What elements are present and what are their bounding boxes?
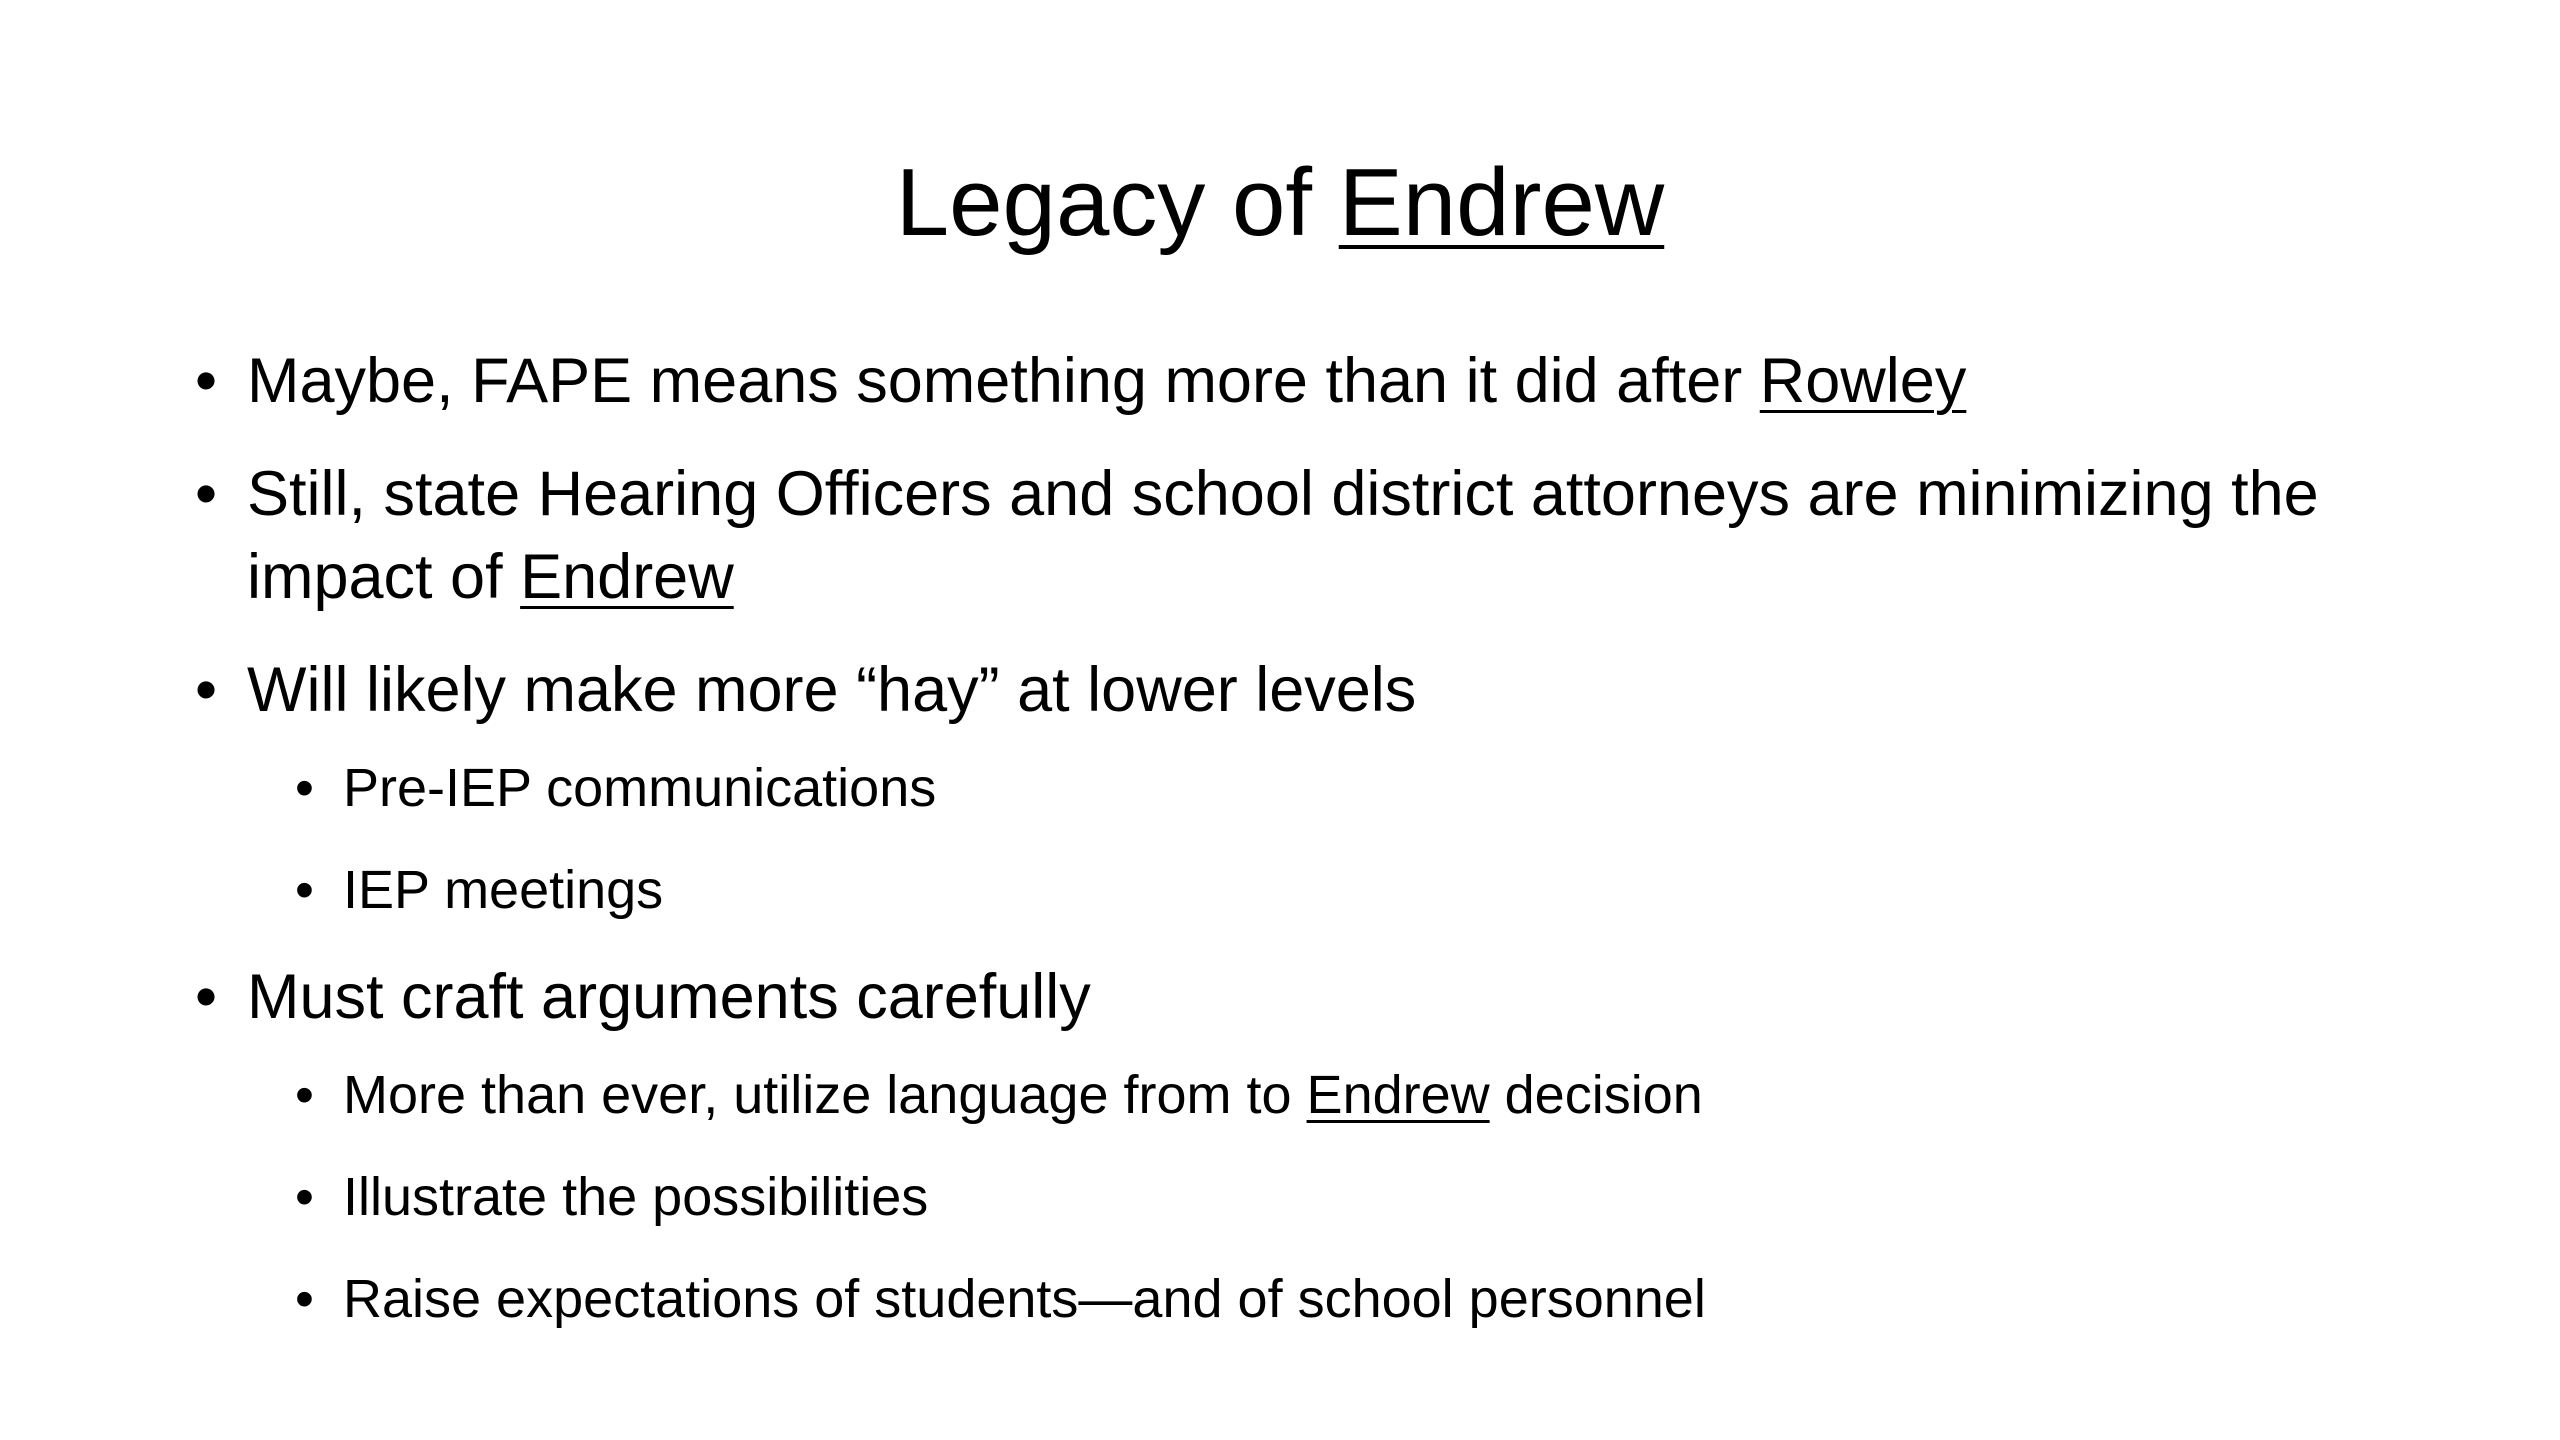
sub-bullet-item: [295, 1263, 2345, 1335]
sub-bullet-text: IEP meetings: [343, 860, 664, 920]
case-name: Endrew: [520, 542, 734, 612]
sub-bullet-text: Raise expectations of students—and of school personnel: [343, 1269, 1706, 1329]
bullet-icon: •: [195, 346, 218, 416]
sub-bullet-list: [247, 752, 2345, 926]
slide-title: [0, 150, 2560, 256]
bullet-text: Still, state Hearing Officers and school district attorneys are minimizing the impact of: [247, 459, 2319, 612]
sub-bullet-item: [295, 1059, 2345, 1131]
sub-bullet-item: [295, 854, 2345, 926]
bullet-text: Maybe, FAPE means something more than it did after: [247, 346, 1760, 416]
bullet-icon: •: [295, 1269, 314, 1329]
sub-bullet-text: Illustrate the possibilities: [343, 1167, 929, 1227]
sub-bullet-text: decision: [1489, 1065, 1703, 1125]
bullet-icon: •: [195, 962, 218, 1032]
bullet-list: [195, 340, 2345, 1365]
bullet-icon: •: [195, 459, 218, 529]
bullet-icon: •: [195, 655, 218, 725]
bullet-icon: •: [295, 1065, 314, 1125]
bullet-item: [195, 340, 2345, 423]
bullet-icon: •: [295, 758, 314, 818]
slide-title-case-name: Endrew: [1338, 149, 1665, 256]
bullet-text: Will likely make more “hay” at lower levels: [247, 655, 1417, 725]
case-name: Endrew: [1306, 1065, 1490, 1125]
bullet-icon: •: [295, 860, 314, 920]
bullet-text: Must craft arguments carefully: [247, 962, 1091, 1032]
bullet-icon: •: [295, 1167, 314, 1227]
case-name: Rowley: [1759, 346, 1967, 416]
sub-bullet-item: [295, 1161, 2345, 1233]
sub-bullet-item: [295, 752, 2345, 824]
sub-bullet-text: Pre-IEP communications: [343, 758, 937, 818]
sub-bullet-text: More than ever, utilize language from to: [343, 1065, 1307, 1125]
slide-title-prefix: Legacy of: [895, 149, 1339, 256]
bullet-item: [195, 956, 2345, 1335]
bullet-item: [195, 649, 2345, 926]
sub-bullet-list: [247, 1059, 2345, 1335]
bullet-item: [195, 453, 2345, 619]
